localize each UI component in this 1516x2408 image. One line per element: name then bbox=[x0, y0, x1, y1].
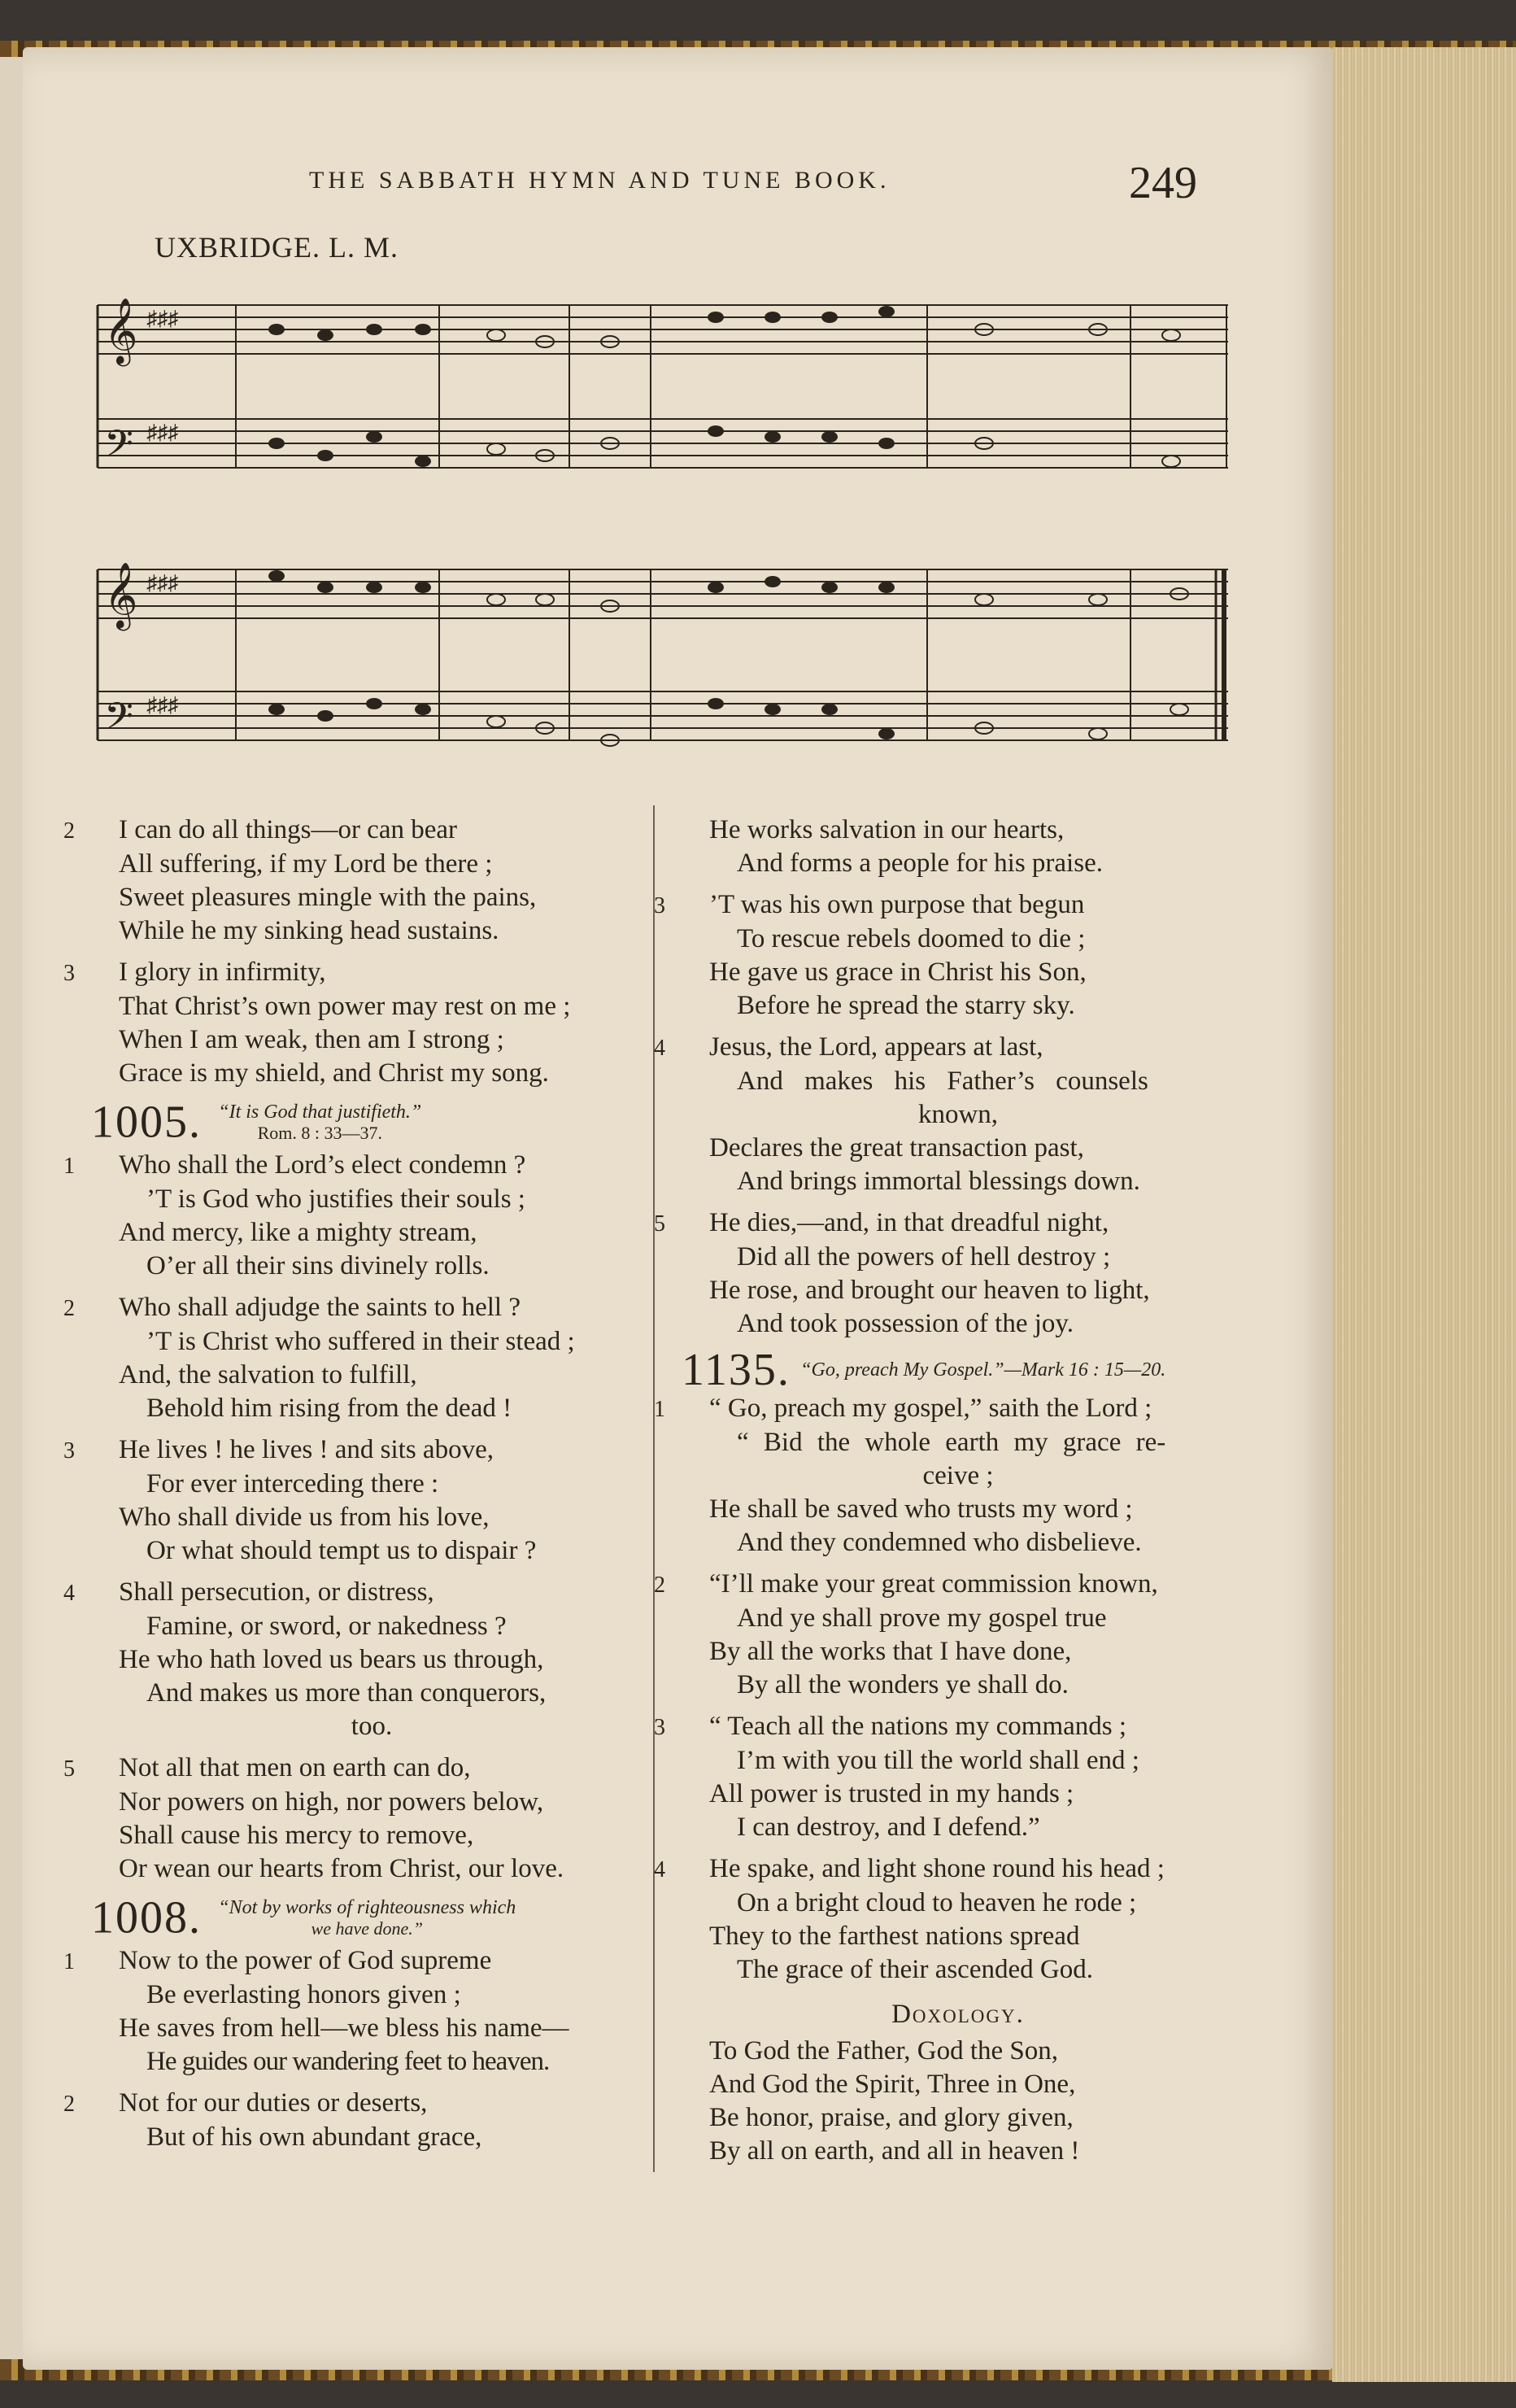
stanza: 2 “I’ll make your great commission known, And ye shall prove my gospel true By all the works that I have done, By all the wonders ye shall do. bbox=[654, 1568, 1158, 1699]
stanza: 3 He lives ! he lives ! and sits above, For ever interceding there : Who shall divide us from his love, Or what should tempt us to dispair ? bbox=[63, 1435, 537, 1565]
stanza: 1 “ Go, preach my gospel,” saith the Lord ; “ Bid the whole earth my grace re- ceive ; He shall be saved who trusts my word ; And they condemned who disbelieve. bbox=[654, 1393, 1166, 1557]
stanza: 1 Now to the power of God supreme Be everlasting honors given ; He saves from hell—we bless his name— He guides our wandering feet to heaven. bbox=[63, 1946, 569, 2076]
hymn-heading-1008 bbox=[91, 1892, 652, 1943]
svg-text:♯♯♯: ♯♯♯ bbox=[146, 571, 178, 595]
hymn-epigraph: “Not by works of righteousness which bbox=[218, 1897, 516, 1918]
stanza: 4 He spake, and light shone round his head ; On a bright cloud to heaven he rode ; They to the farthest nations spread The grace of their ascended God. bbox=[654, 1853, 1165, 1984]
hymn-heading-1005 bbox=[91, 1097, 652, 1148]
stanza: 5 Not all that men on earth can do, Nor powers on high, nor powers below, Shall cause his mercy to remove, Or wean our hearts from Christ, our love. bbox=[63, 1753, 564, 1883]
stanza: 1 Who shall the Lord’s elect condemn ? ’T is God who justifies their souls ; And mercy, like a mighty stream, O’er all their sins divinely rolls. bbox=[63, 1150, 526, 1280]
stanza: 4 Shall persecution, or distress, Famine, or sword, or nakedness ? He who hath loved us bears us through, And makes us more than conquerors, too. bbox=[63, 1577, 547, 1741]
hymn-epigraph: “It is God that justifieth.” bbox=[218, 1101, 422, 1123]
music-system-2 bbox=[89, 553, 1228, 765]
hymn-heading-1135 bbox=[682, 1344, 1235, 1395]
svg-text:♯♯♯: ♯♯♯ bbox=[146, 693, 178, 717]
svg-text:𝄞: 𝄞 bbox=[104, 297, 138, 364]
hymn-number: 1005. bbox=[91, 1097, 202, 1148]
doxology-title: Doxology. bbox=[891, 1999, 1025, 2029]
stanza: 3 “ Teach all the nations my commands ; I’m with you till the world shall end ; All power is trusted in my hands ; I can destroy, and I defend.” bbox=[654, 1711, 1139, 1842]
hymn-epigraph: “Go, preach My Gospel.”—Mark 16 : 15—20. bbox=[800, 1359, 1166, 1381]
book-fore-edge bbox=[1332, 47, 1516, 2382]
tune-name: UXBRIDGE. bbox=[155, 231, 320, 264]
page-number: 249 bbox=[1129, 158, 1197, 208]
stanza: 4 Jesus, the Lord, appears at last, And makes his Father’s counsels known, Declares the great transaction past, And brings immortal blessings down. bbox=[654, 1032, 1148, 1196]
svg-text:𝄞: 𝄞 bbox=[104, 561, 138, 628]
hymn-number: 1135. bbox=[682, 1344, 791, 1395]
hymn-number: 1008. bbox=[91, 1892, 202, 1943]
stanza: 3 I glory in infirmity, That Christ’s own power may rest on me ; When I am weak, then am I strong ; Grace is my shield, and Christ my song. bbox=[63, 958, 571, 1088]
stanza-continued: He works salvation in our hearts, And forms a people for his praise. bbox=[709, 815, 1103, 878]
hymn-epigraph-cont: we have done.” bbox=[311, 1918, 423, 1939]
tune-meter: L. M. bbox=[329, 231, 399, 264]
stanza: 2 I can do all things—or can bear All suffering, if my Lord be there ; Sweet pleasures mingle with the pains, While he my sinking head sustains. bbox=[63, 815, 537, 945]
svg-text:♯♯♯: ♯♯♯ bbox=[146, 307, 178, 330]
svg-text:♯♯♯: ♯♯♯ bbox=[146, 421, 178, 444]
column-divider bbox=[653, 805, 655, 2172]
left-column bbox=[63, 814, 652, 2162]
running-header: THE SABBATH HYMN AND TUNE BOOK. bbox=[309, 167, 891, 194]
svg-text:𝄢: 𝄢 bbox=[104, 695, 134, 748]
music-system-1 bbox=[89, 289, 1228, 492]
stanza: 3 ’T was his own purpose that begun To rescue rebels doomed to die ; He gave us grace in Christ his Son, Before he spread the starry sky. bbox=[654, 890, 1087, 1020]
svg-text:𝄢: 𝄢 bbox=[104, 422, 134, 475]
stanza: 2 Who shall adjudge the saints to hell ? ’T is Christ who suffered in their stead ; And, the salvation to fulfill, Behold him rising from the dead ! bbox=[63, 1293, 575, 1423]
hymn-reference: Rom. 8 : 33—37. bbox=[257, 1123, 382, 1143]
right-column bbox=[654, 814, 1235, 2176]
tune-title bbox=[155, 230, 399, 264]
stanza: 2 Not for our duties or deserts, But of his own abundant grace, bbox=[63, 2088, 482, 2152]
stanza: 5 He dies,—and, in that dreadful night, Did all the powers of hell destroy ; He rose, and brought our heaven to light, And took possession of the joy. bbox=[654, 1208, 1150, 1338]
doxology: To God the Father, God the Son, And God the Spirit, Three in One, Be honor, praise, and glory given, By all on earth, and all in heaven ! bbox=[709, 2035, 1080, 2166]
